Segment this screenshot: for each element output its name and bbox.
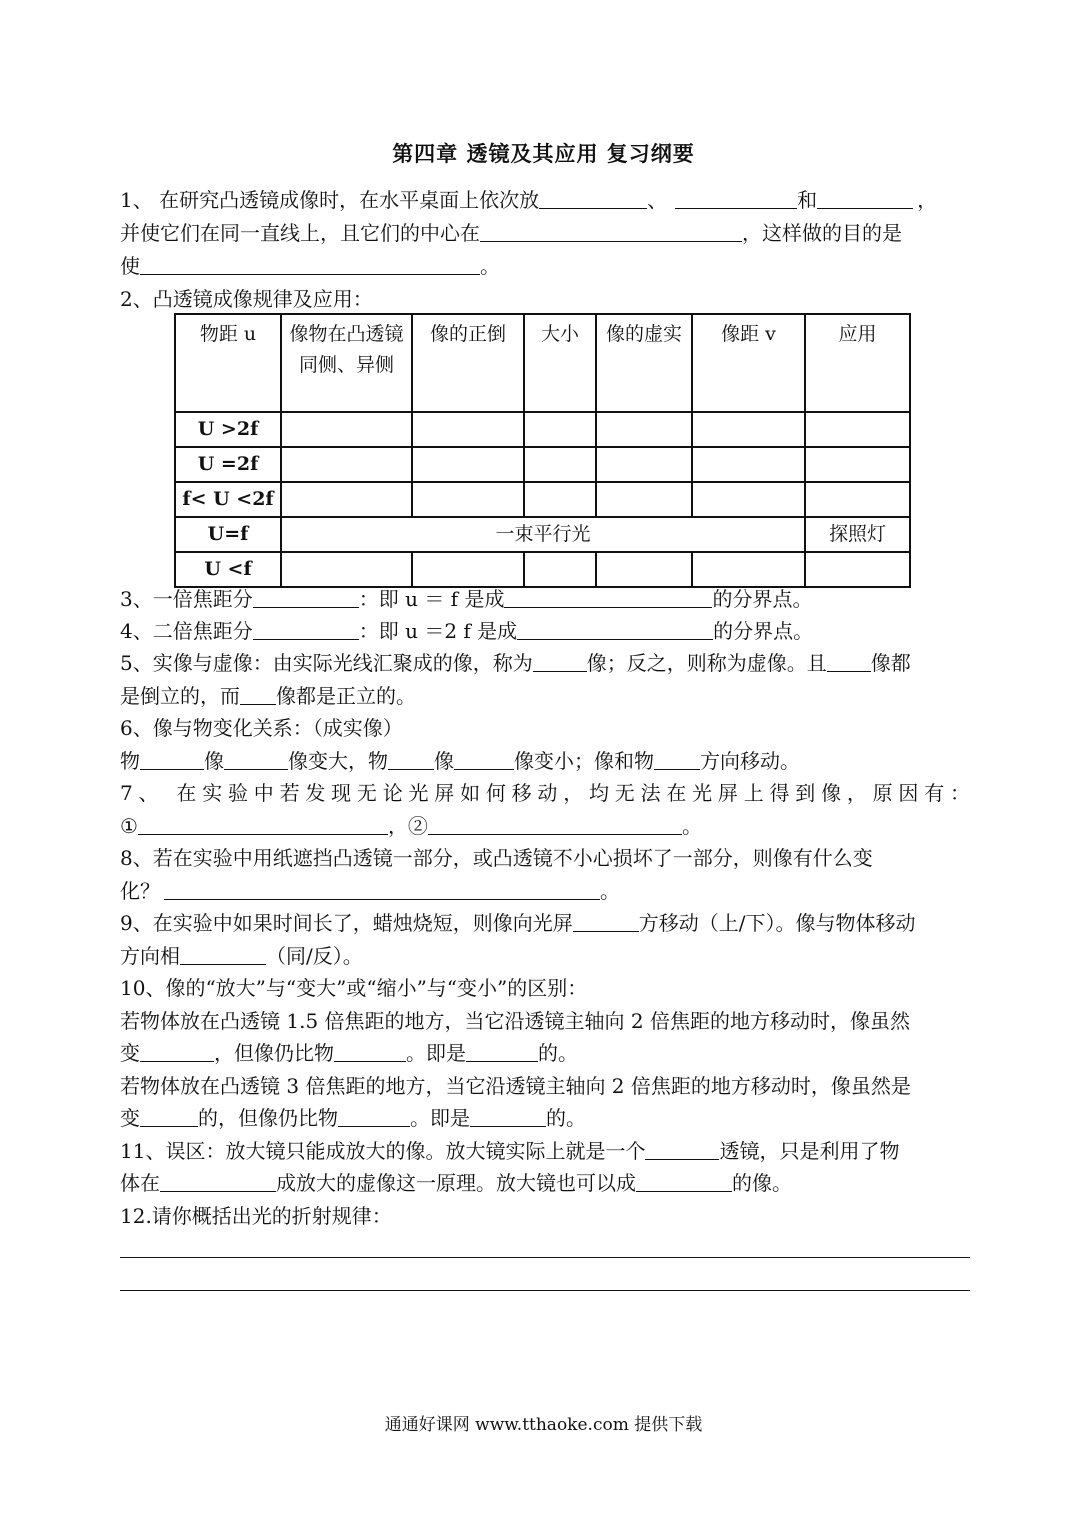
q10-blank-3[interactable] (466, 1039, 538, 1062)
q6-heading: 6、像与物变化关系：（成实像） (120, 716, 403, 740)
row-label: U =2f (175, 447, 281, 482)
q10-blank-6[interactable] (470, 1104, 546, 1127)
page-title: 第四章 透镜及其应用 复习纲要 (392, 141, 695, 166)
table-row (175, 412, 910, 447)
q6-blank-1[interactable] (140, 747, 204, 770)
q1-blank-2[interactable] (675, 186, 797, 209)
q4-line: 4、二倍焦距分 ：即 u ＝2 f 是成 的分界点。 (120, 619, 814, 643)
q8-line-2: 化？ 。 (120, 879, 620, 903)
answer-cell[interactable] (805, 552, 910, 587)
answer-cell[interactable] (412, 482, 524, 517)
answer-cell[interactable] (692, 552, 805, 587)
q10-p1-line-1: 若物体放在凸透镜 1.5 倍焦距的地方，当它沿透镜主轴向 2 倍焦距的地方移动时，像虽然 (120, 1009, 910, 1033)
answer-cell[interactable] (281, 412, 412, 447)
q7-blank-2[interactable] (428, 812, 682, 835)
answer-cell[interactable] (692, 482, 805, 517)
row-label: U=f (175, 517, 281, 552)
q9-blank-1[interactable] (573, 909, 639, 932)
q2-heading: 2、凸透镜成像规律及应用： (120, 287, 373, 311)
q3-blank-2[interactable] (504, 585, 712, 608)
q10-blank-2[interactable] (334, 1039, 406, 1062)
q7-blank-1[interactable] (138, 812, 388, 835)
q5-line-1: 5、实像与虚像：由实际光线汇聚成的像，称为 像；反之，则称为虚像。且 像都 (120, 651, 911, 675)
q6-blank-2[interactable] (224, 747, 288, 770)
header-cell: 像距 v (692, 314, 805, 412)
header-cell: 物距 u (175, 314, 281, 412)
footer-credit: 通通好课网 www.tthaoke.com 提供下载 (384, 1415, 703, 1435)
q7-line-1: 7、 在实验中若发现无论光屏如何移动，均无法在光屏上得到像，原因有： (120, 781, 970, 805)
q6-blank-3[interactable] (388, 747, 434, 770)
answer-cell[interactable] (412, 412, 524, 447)
q11-blank-3[interactable] (636, 1169, 732, 1192)
q11-line-1: 11、误区：放大镜只能成放大的像。放大镜实际上就是一个 透镜，只是利用了物 (120, 1139, 900, 1163)
application-cell: 探照灯 (805, 517, 910, 552)
answer-cell[interactable] (596, 412, 692, 447)
q1-blank-5[interactable] (140, 252, 480, 275)
table-row (175, 447, 910, 482)
q10-p2-line-2: 变 的，但像仍比物 。即是 的。 (120, 1106, 586, 1130)
answer-cell[interactable] (524, 412, 596, 447)
answer-line-1[interactable] (120, 1257, 970, 1258)
q12-heading: 12.请你概括出光的折射规律： (120, 1204, 392, 1228)
q6-blank-5[interactable] (654, 747, 700, 770)
q10-blank-1[interactable] (140, 1039, 214, 1062)
q11-line-2: 体在 成放大的虚像这一原理。放大镜也可以成 的像。 (120, 1171, 792, 1195)
header-cell: 像的虚实 (596, 314, 692, 412)
merged-cell: 一束平行光 (281, 517, 805, 552)
q10-p1-line-2: 变 ，但像仍比物 。即是 的。 (120, 1041, 578, 1065)
table-row (175, 517, 910, 552)
answer-cell[interactable] (596, 552, 692, 587)
table-row (175, 482, 910, 517)
header-cell: 像的正倒 (412, 314, 524, 412)
answer-cell[interactable] (524, 552, 596, 587)
answer-cell[interactable] (692, 412, 805, 447)
q3-line: 3、一倍焦距分 ：即 u ＝ f 是成 的分界点。 (120, 587, 813, 611)
q9-line-1: 9、在实验中如果时间长了，蜡烛烧短，则像向光屏 方移动（上/下）。像与物体移动 (120, 911, 916, 935)
answer-cell[interactable] (805, 412, 910, 447)
q9-line-2: 方向相 （同/反）。 (120, 944, 363, 968)
header-cell: 大小 (524, 314, 596, 412)
q5-blank-1[interactable] (533, 649, 587, 672)
header-cell: 应用 (805, 314, 910, 412)
q11-blank-2[interactable] (160, 1169, 276, 1192)
header-cell: 像物在凸透镜同侧、异侧 (281, 314, 412, 412)
answer-cell[interactable] (805, 447, 910, 482)
q11-blank-1[interactable] (645, 1137, 719, 1160)
q7-line-2: ① ，② 。 (120, 814, 702, 838)
answer-cell[interactable] (805, 482, 910, 517)
q9-blank-2[interactable] (180, 942, 266, 965)
q8-line-1: 8、若在实验中用纸遮挡凸透镜一部分，或凸透镜不小心损坏了一部分，则像有什么变 (120, 846, 873, 870)
answer-cell[interactable] (412, 447, 524, 482)
answer-cell[interactable] (524, 482, 596, 517)
q10-p2-line-1: 若物体放在凸透镜 3 倍焦距的地方，当它沿透镜主轴向 2 倍焦距的地方移动时，像虽然是 (120, 1074, 911, 1098)
answer-cell[interactable] (412, 552, 524, 587)
answer-cell[interactable] (596, 482, 692, 517)
answer-cell[interactable] (281, 482, 412, 517)
table-header-row (175, 314, 910, 412)
answer-cell[interactable] (692, 447, 805, 482)
q1-blank-4[interactable] (480, 219, 742, 242)
row-label: f< U <2f (175, 482, 281, 517)
q3-blank-1[interactable] (253, 585, 359, 608)
q6-blank-4[interactable] (454, 747, 514, 770)
table-row (175, 552, 910, 587)
answer-cell[interactable] (596, 447, 692, 482)
q10-heading: 10、像的“放大”与“变大”或“缩小”与“变小”的区别： (120, 976, 588, 1000)
answer-cell[interactable] (281, 447, 412, 482)
q1-line-2: 并使它们在同一直线上，且它们的中心在 ，这样做的目的是 (120, 221, 902, 245)
answer-line-2[interactable] (120, 1290, 970, 1291)
q1-blank-1[interactable] (539, 186, 647, 209)
q1-line-1: 1、 在研究凸透镜成像时，在水平桌面上依次放 、 和 ， (120, 188, 938, 212)
q10-blank-4[interactable] (140, 1104, 198, 1127)
q1-blank-3[interactable] (817, 186, 913, 209)
q5-blank-2[interactable] (827, 649, 871, 672)
imaging-rules-table (174, 313, 911, 588)
answer-cell[interactable] (524, 447, 596, 482)
q4-blank-1[interactable] (253, 617, 359, 640)
q1-line-3: 使 。 (120, 254, 500, 278)
q10-blank-5[interactable] (338, 1104, 410, 1127)
q5-blank-3[interactable] (240, 682, 276, 705)
answer-cell[interactable] (281, 552, 412, 587)
row-label: U <f (175, 552, 281, 587)
q4-blank-2[interactable] (517, 617, 713, 640)
row-label: U >2f (175, 412, 281, 447)
q6-line: 物 像 像变大，物 像 像变小；像和物 方向移动。 (120, 749, 800, 773)
q5-line-2: 是倒立的，而 像都是正立的。 (120, 684, 416, 708)
q8-blank[interactable] (164, 877, 600, 900)
